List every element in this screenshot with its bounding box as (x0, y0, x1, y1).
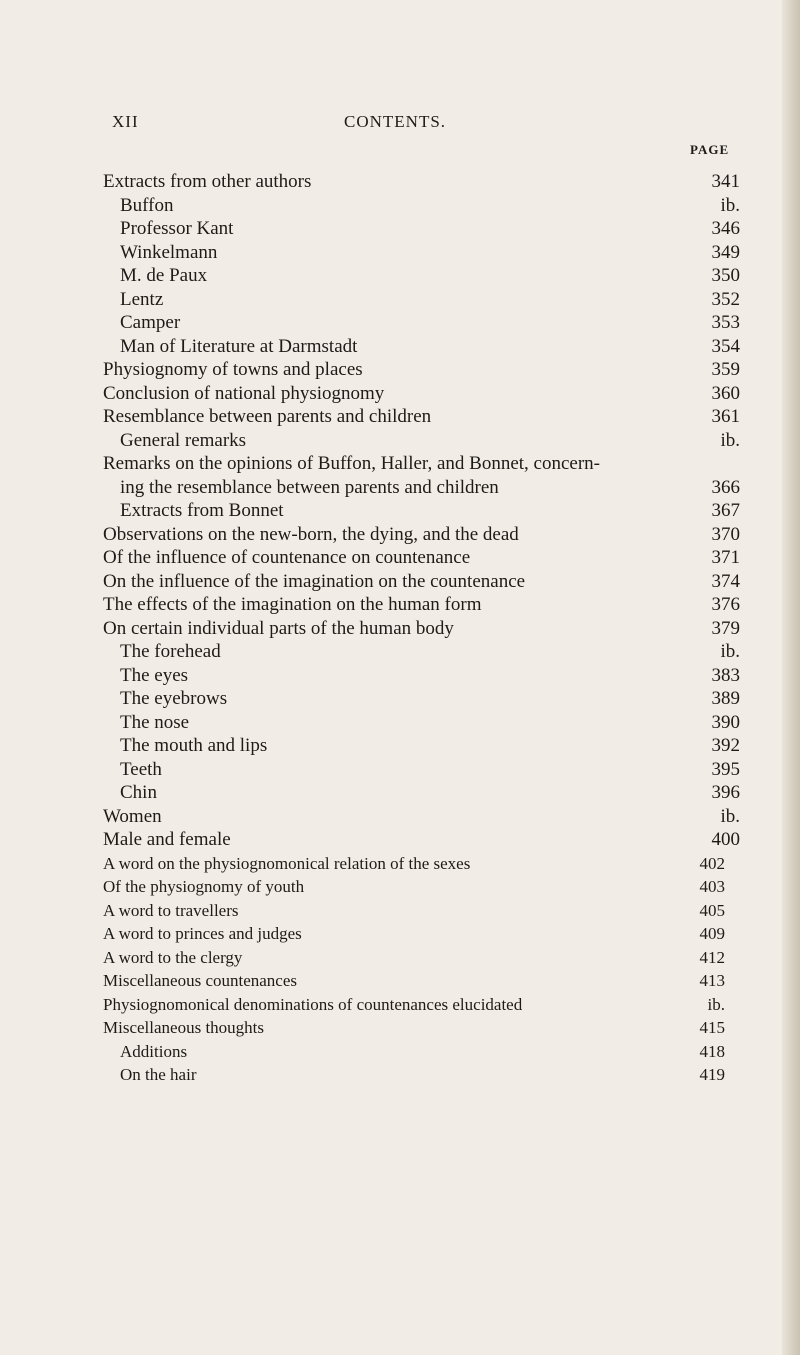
toc-entry-page: 349 (711, 241, 740, 263)
toc-entry-label: Of the influence of countenance on countenance (103, 547, 471, 568)
toc-entry (0, 264, 800, 288)
toc-entry-page: 390 (711, 711, 740, 733)
toc-entry-page: 412 (699, 947, 725, 967)
toc-entry-label: A word to the clergy (103, 947, 243, 967)
toc-entry-label: On the hair (120, 1065, 197, 1084)
toc-entry (0, 217, 800, 241)
toc-entry (0, 805, 800, 829)
toc-entry (0, 828, 800, 852)
toc-entry-label: M. de Paux (120, 265, 208, 286)
toc-entry-page: ib. (720, 805, 740, 827)
toc-entry-label: On certain individual parts of the human body (103, 617, 454, 639)
toc-entry-label: The nose (120, 711, 190, 733)
toc-entry (0, 617, 800, 641)
toc-entry (0, 664, 800, 688)
toc-entry-page: 367 (711, 500, 740, 521)
toc-entry-label: A word to princes and judges (103, 924, 302, 943)
toc-entry-label: On the influence of the imagination on the countenance (103, 570, 526, 592)
toc-entry-label: Additions (120, 1041, 188, 1061)
page-edge-shadow (782, 0, 800, 1355)
toc-entry (0, 875, 800, 899)
toc-entry-page: ib. (720, 429, 740, 451)
toc-entry (0, 499, 800, 523)
page-column-heading: PAGE (690, 142, 730, 157)
toc-entry-label: Physiognomy of towns and places (103, 359, 363, 380)
toc-entry-page: 396 (711, 782, 740, 803)
toc-entry-page: 383 (711, 664, 740, 686)
page-title: CONTENTS. (344, 112, 447, 131)
toc-entry-label: Extracts from other authors (103, 171, 312, 192)
toc-entry-page: 361 (711, 406, 740, 427)
toc-entry-page: 354 (711, 335, 740, 357)
toc-entry-label: Remarks on the opinions of Buffon, Haller, and Bonnet, concern- (103, 453, 600, 474)
toc-entry-label: Observations on the new-born, the dying, and the dead (103, 523, 519, 545)
toc-entry-page: ib. (707, 994, 725, 1014)
page-number: XII (112, 112, 139, 131)
toc-entry-label: Buffon (120, 194, 174, 216)
toc-entry (0, 241, 800, 265)
toc-entry (0, 734, 800, 758)
toc-entry-page: 402 (699, 853, 725, 873)
toc-entry-page: 400 (711, 829, 740, 850)
toc-entry-label: Winkelmann (120, 241, 218, 263)
toc-entry-page: ib. (720, 194, 740, 216)
toc-entry-page: 379 (711, 617, 740, 639)
toc-entry-label: Physiognomonical denominations of countenances elucidated (103, 994, 523, 1014)
toc-entry (0, 758, 800, 782)
toc-entry-label: Of the physiognomy of youth (103, 877, 305, 896)
toc-entry-label: Man of Literature at Darmstadt (120, 335, 358, 357)
toc-entry-label: Teeth (120, 758, 162, 780)
toc-entry-page: 350 (711, 265, 740, 286)
toc-entry-page: 419 (699, 1065, 725, 1084)
toc-entry-label: General remarks (120, 429, 247, 451)
toc-entry (0, 711, 800, 735)
toc-entry (0, 993, 800, 1017)
toc-entry-page: 370 (711, 523, 740, 545)
toc-entry (0, 922, 800, 946)
toc-entry-page: 418 (699, 1041, 725, 1061)
toc-entry-page: 359 (711, 359, 740, 380)
toc-entry-page: 389 (711, 688, 740, 709)
toc-entry-page: 395 (711, 758, 740, 780)
toc-entry-page: 360 (711, 382, 740, 404)
toc-entry (0, 523, 800, 547)
toc-entry (0, 1063, 800, 1087)
toc-entry-page: 405 (699, 900, 725, 920)
toc-entry-label: Lentz (120, 288, 164, 310)
toc-entry (0, 1040, 800, 1064)
toc-entry (0, 946, 800, 970)
toc-entry-page: 392 (711, 735, 740, 756)
toc-entry-label: Male and female (103, 829, 231, 850)
toc-entry (0, 1016, 800, 1040)
toc-entry-page: 376 (711, 594, 740, 615)
toc-entry (0, 852, 800, 876)
toc-entry (0, 476, 800, 500)
toc-entry (0, 429, 800, 453)
toc-entry (0, 593, 800, 617)
toc-entry-page: 409 (699, 924, 725, 943)
toc-entry-page: 413 (699, 971, 725, 990)
toc-entry-page: 371 (711, 547, 740, 568)
toc-entry (0, 194, 800, 218)
toc-entry-label: ing the resemblance between parents and children (120, 476, 499, 498)
toc-entry (0, 405, 800, 429)
toc-entry-page: 415 (699, 1018, 725, 1037)
toc-entry-label: The eyebrows (120, 688, 228, 709)
toc-entry (0, 170, 800, 194)
toc-entry-label: A word on the physiognomonical relation of the sexes (103, 853, 471, 873)
toc-entry-page: ib. (720, 641, 740, 662)
toc-entry (0, 335, 800, 359)
toc-entry (0, 969, 800, 993)
toc-entry-label: Women (103, 805, 162, 827)
toc-entry (0, 358, 800, 382)
toc-entry (0, 288, 800, 312)
toc-entry-label: Conclusion of national physiognomy (103, 382, 385, 404)
toc-entry (0, 452, 800, 476)
toc-entry-label: Resemblance between parents and children (103, 406, 432, 427)
toc-entry-page: 403 (699, 877, 725, 896)
toc-entry-page: 341 (711, 171, 740, 192)
toc-entry-label: Professor Kant (120, 218, 234, 239)
toc-entry (0, 546, 800, 570)
toc-entry (0, 570, 800, 594)
toc-entry-page: 366 (711, 476, 740, 498)
toc-entry-label: A word to travellers (103, 900, 239, 920)
toc-entry-page: 346 (711, 218, 740, 239)
toc-entry-label: Camper (120, 312, 181, 333)
toc-entry (0, 687, 800, 711)
toc-entry-label: The forehead (120, 641, 221, 662)
toc-entry-label: The effects of the imagination on the human form (103, 594, 482, 615)
toc-entry-page: 374 (711, 570, 740, 592)
toc-entry-label: The eyes (120, 664, 189, 686)
toc-entry-label: The mouth and lips (120, 735, 268, 756)
toc-entry-label: Extracts from Bonnet (120, 500, 284, 521)
toc-entry (0, 899, 800, 923)
toc-entry (0, 781, 800, 805)
toc-entry (0, 382, 800, 406)
toc-entry-label: Miscellaneous thoughts (103, 1018, 265, 1037)
table-of-contents (0, 170, 800, 1087)
toc-entry (0, 311, 800, 335)
toc-entry-page: 353 (711, 312, 740, 333)
toc-entry-page: 352 (711, 288, 740, 310)
toc-entry-label: Miscellaneous countenances (103, 971, 298, 990)
toc-entry (0, 640, 800, 664)
toc-entry-label: Chin (120, 782, 157, 803)
